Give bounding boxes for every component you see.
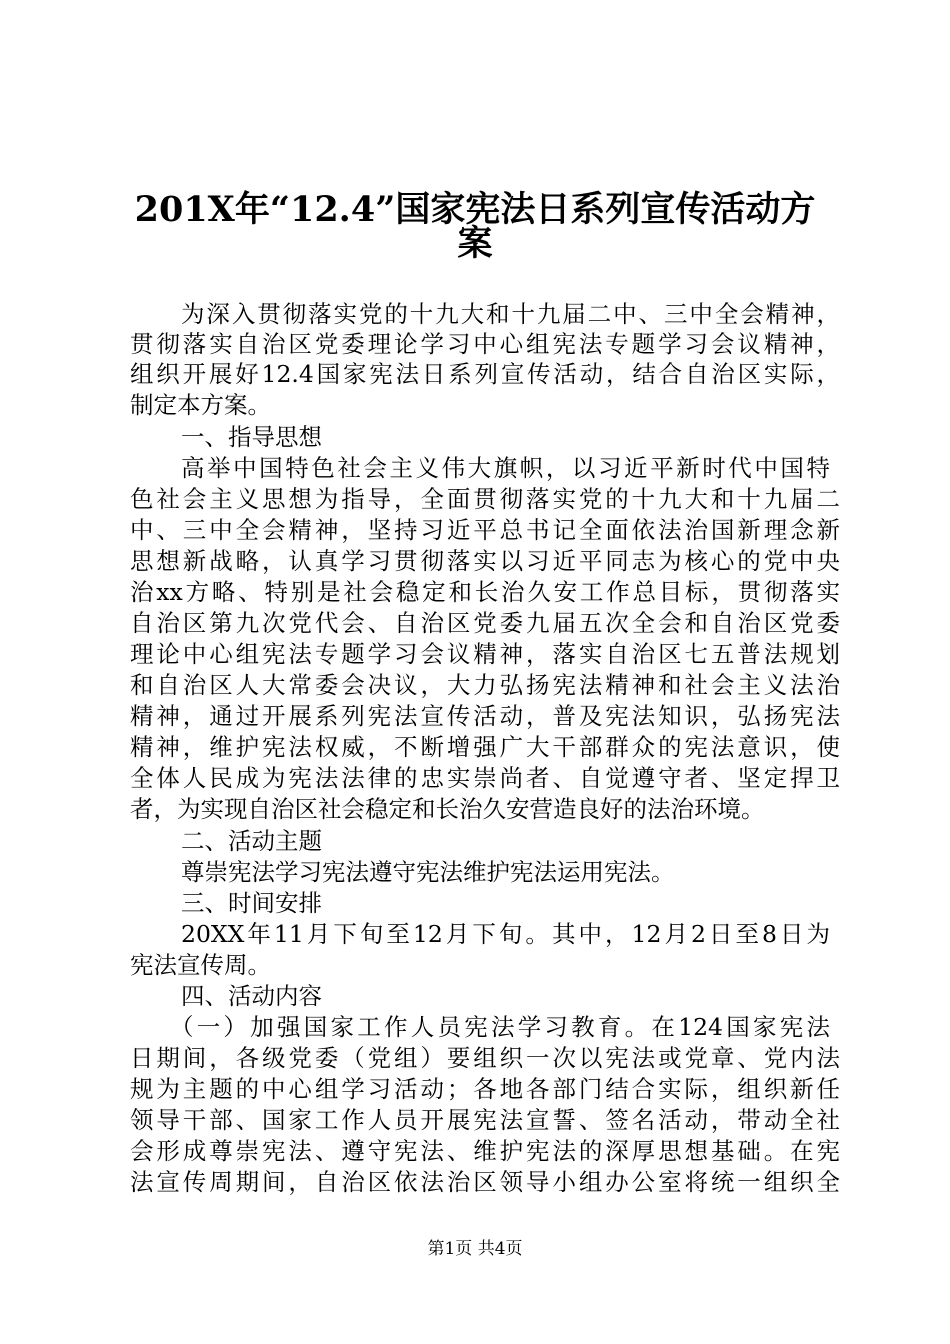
- section-heading: 四、活动内容: [181, 982, 322, 1010]
- text-line: 色社会主义思想为指导，全面贯彻落实党的十九大和十九届二: [130, 485, 840, 513]
- text-line: 治xx方略、特别是社会稳定和长治久安工作总目标，贯彻落实: [130, 578, 840, 606]
- text-line: 规为主题的中心组学习活动；各地各部门结合实际，组织新任: [130, 1075, 840, 1103]
- text-line: 精神，通过开展系列宪法宣传活动，普及宪法知识，弘扬宪法: [130, 702, 840, 730]
- text-line: 思想新战略，认真学习贯彻落实以习近平同志为核心的党中央: [130, 547, 840, 575]
- text-line: 会形成尊崇宪法、遵守宪法、维护宪法的深厚思想基础。在宪: [130, 1137, 840, 1165]
- section-heading: 一、指导思想: [181, 423, 322, 451]
- text-line: 和自治区人大常委会决议，大力弘扬宪法精神和社会主义法治: [130, 671, 840, 699]
- text-line: 宪法宣传周。: [130, 951, 271, 979]
- text-line: 精神，维护宪法权威，不断增强广大干部群众的宪法意识，使: [130, 733, 840, 761]
- text-line: 理论中心组宪法专题学习会议精神，落实自治区七五普法规划: [130, 640, 840, 668]
- text-line: 贯彻落实自治区党委理论学习中心组宪法专题学习会议精神，: [130, 330, 840, 358]
- text-line: 全体人民成为宪法法律的忠实崇尚者、自觉遵守者、坚定捍卫: [130, 764, 840, 792]
- text-line: 领导干部、国家工作人员开展宪法宣誓、签名活动，带动全社: [130, 1106, 840, 1134]
- text-line: 20XX年11月下旬至12月下旬。其中，12月2日至8日为: [181, 920, 830, 948]
- section-heading: 二、活动主题: [181, 827, 322, 855]
- text-line: 者，为实现自治区社会稳定和长治久安营造良好的法治环境。: [130, 795, 765, 823]
- text-line: 制定本方案。: [130, 391, 271, 419]
- text-line: 组织开展好12.4国家宪法日系列宣传活动，结合自治区实际，: [130, 360, 840, 388]
- text-line: 为深入贯彻落实党的十九大和十九届二中、三中全会精神，: [181, 300, 840, 328]
- document-title: 201X年“12.4”国家宪法日系列宣传活动方: [134, 189, 816, 230]
- page-number-footer: 第1页 共4页: [427, 1239, 523, 1259]
- text-line: 高举中国特色社会主义伟大旗帜，以习近平新时代中国特: [181, 454, 830, 482]
- text-line: 尊崇宪法学习宪法遵守宪法维护宪法运用宪法。: [181, 858, 675, 886]
- section-heading: 三、时间安排: [181, 889, 322, 917]
- text-line: 中、三中全会精神，坚持习近平总书记全面依法治国新理念新: [130, 516, 840, 544]
- text-line: 自治区第九次党代会、自治区党委九届五次全会和自治区党委: [130, 609, 840, 637]
- text-line: 日期间，各级党委（党组）要组织一次以宪法或党章、党内法: [130, 1044, 840, 1072]
- document-title-continuation: 案: [457, 223, 493, 264]
- text-line: （一）加强国家工作人员宪法学习教育。在124国家宪法: [170, 1013, 830, 1041]
- text-line: 法宣传周期间，自治区依法治区领导小组办公室将统一组织全: [130, 1168, 840, 1196]
